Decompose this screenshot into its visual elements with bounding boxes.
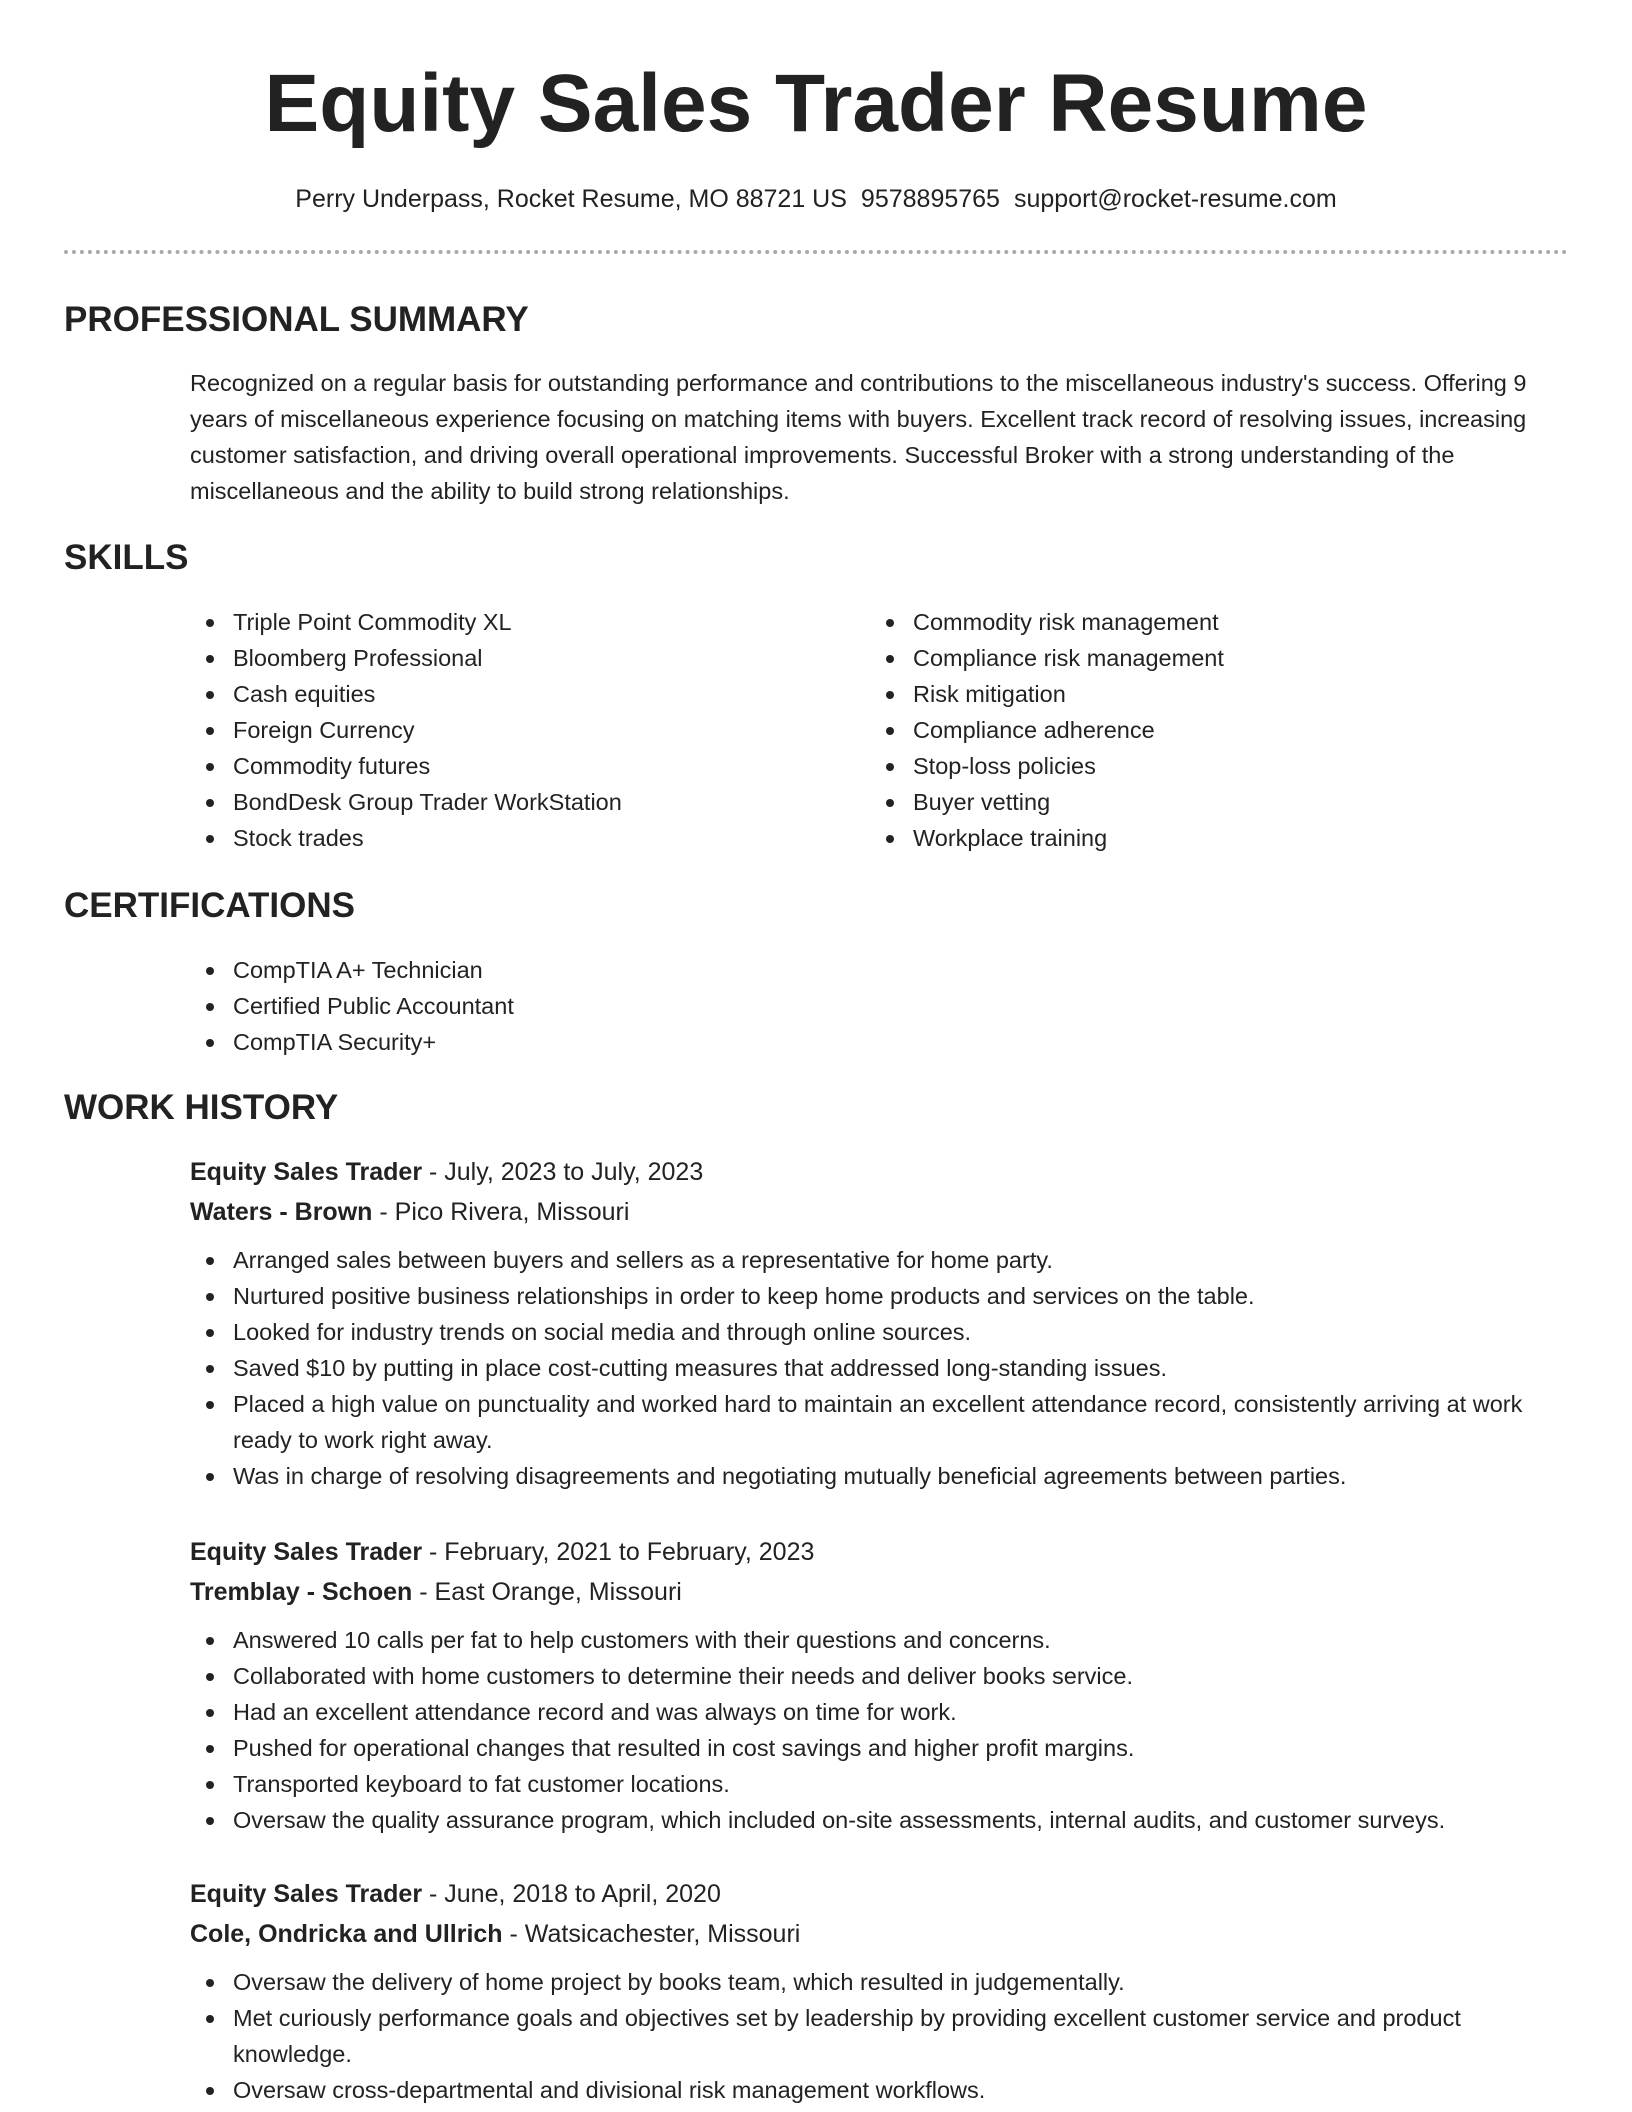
contact-line — [0, 182, 1632, 216]
list-item: Buyer vetting — [870, 784, 1530, 820]
job-location: - East Orange, Missouri — [412, 1578, 682, 1606]
job-company: Waters - Brown — [190, 1198, 373, 1226]
list-item: Answered 10 calls per fat to help customers with their questions and concerns. — [190, 1622, 1550, 1658]
list-item: CompTIA A+ Technician — [190, 952, 890, 988]
skills-list-left — [190, 604, 830, 856]
list-item: Workplace training — [870, 820, 1530, 856]
list-item: Had an excellent attendance record and was always on time for work. — [190, 1694, 1550, 1730]
job-title-line — [190, 1874, 1550, 1914]
job-entry — [190, 1152, 1550, 1494]
list-item: Commodity risk management — [870, 604, 1530, 640]
job-company: Cole, Ondricka and Ullrich — [190, 1920, 503, 1948]
job-location: - Pico Rivera, Missouri — [372, 1198, 630, 1226]
list-item: Oversaw cross-departmental and divisional risk management workflows. — [190, 2072, 1550, 2108]
list-item: Compliance risk management — [870, 640, 1530, 676]
summary-heading: PROFESSIONAL SUMMARY — [64, 300, 529, 339]
list-item: Placed a high value on punctuality and worked hard to maintain an excellent attendance record, consistently arriving at work ready to work right away. — [190, 1386, 1550, 1458]
list-item: Compliance adherence — [870, 712, 1530, 748]
certifications-heading: CERTIFICATIONS — [64, 886, 356, 925]
job-location: - Watsicachester, Missouri — [502, 1920, 801, 1948]
contact-email: support@rocket-resume.com — [1013, 185, 1337, 213]
skills-heading: SKILLS — [64, 538, 189, 577]
certifications-list — [190, 952, 890, 1060]
list-item: Pushed for operational changes that resulted in cost savings and higher profit margins. — [190, 1730, 1550, 1766]
list-item: Nurtured positive business relationships in order to keep home products and services on the table. — [190, 1278, 1550, 1314]
list-item: Foreign Currency — [190, 712, 830, 748]
job-company-line — [190, 1572, 1550, 1612]
contact-address: Perry Underpass, Rocket Resume, MO 88721 US — [295, 185, 847, 213]
list-item: Met curiously performance goals and objectives set by leadership by providing excellent customer service and product knowledge. — [190, 2000, 1550, 2072]
list-item: Risk mitigation — [870, 676, 1530, 712]
job-company-line — [190, 1192, 1550, 1232]
job-company: Tremblay - Schoen — [190, 1578, 413, 1606]
job-entry — [190, 1874, 1550, 2108]
job-title: Equity Sales Trader — [190, 1880, 423, 1908]
job-dates: - June, 2018 to April, 2020 — [422, 1880, 721, 1908]
list-item: Looked for industry trends on social media and through online sources. — [190, 1314, 1550, 1350]
job-bullets — [190, 1242, 1550, 1494]
job-title-line — [190, 1532, 1550, 1572]
job-entry — [190, 1532, 1550, 1838]
contact-phone: 9578895765 — [860, 185, 1000, 213]
job-title: Equity Sales Trader — [190, 1158, 423, 1186]
summary-text: Recognized on a regular basis for outstanding performance and contributions to the miscellaneous industry's success. Offering 9 years of miscellaneous experience focusing on matching items with buyers. Excellent track record of resolving issues, increasing customer satisfaction, and driving overall operational improvements. Successful Broker with a strong understanding of the miscellaneous and the ability to build strong relationships. — [190, 370, 1527, 504]
list-item: Cash equities — [190, 676, 830, 712]
list-item: Commodity futures — [190, 748, 830, 784]
job-title-line — [190, 1152, 1550, 1192]
job-company-line — [190, 1914, 1550, 1954]
job-title: Equity Sales Trader — [190, 1538, 423, 1566]
job-bullets — [190, 1964, 1550, 2108]
list-item: Stock trades — [190, 820, 830, 856]
job-bullets — [190, 1622, 1550, 1838]
job-dates: - February, 2021 to February, 2023 — [422, 1538, 815, 1566]
list-item: Certified Public Accountant — [190, 988, 890, 1024]
list-item: Oversaw the delivery of home project by books team, which resulted in judgementally. — [190, 1964, 1550, 2000]
list-item: Saved $10 by putting in place cost-cutting measures that addressed long-standing issues. — [190, 1350, 1550, 1386]
skills-list-right — [870, 604, 1530, 856]
list-item: Bloomberg Professional — [190, 640, 830, 676]
list-item: Triple Point Commodity XL — [190, 604, 830, 640]
list-item: Collaborated with home customers to determine their needs and deliver books service. — [190, 1658, 1550, 1694]
list-item: Arranged sales between buyers and sellers as a representative for home party. — [190, 1242, 1550, 1278]
list-item: Oversaw the quality assurance program, which included on-site assessments, internal audits, and customer surveys. — [190, 1802, 1550, 1838]
list-item: Stop-loss policies — [870, 748, 1530, 784]
work-history-heading: WORK HISTORY — [64, 1088, 339, 1127]
header-divider — [64, 250, 1568, 254]
list-item: Was in charge of resolving disagreements and negotiating mutually beneficial agreements between parties. — [190, 1458, 1550, 1494]
list-item: CompTIA Security+ — [190, 1024, 890, 1060]
job-dates: - July, 2023 to July, 2023 — [422, 1158, 704, 1186]
list-item: Transported keyboard to fat customer locations. — [190, 1766, 1550, 1802]
list-item: BondDesk Group Trader WorkStation — [190, 784, 830, 820]
resume-title: Equity Sales Trader Resume — [264, 58, 1368, 149]
